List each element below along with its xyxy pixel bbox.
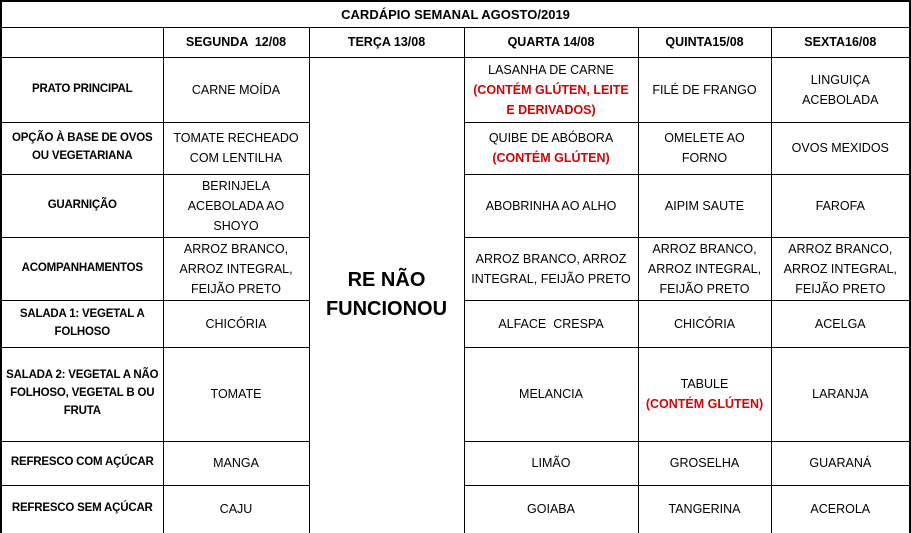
cell-text: QUIBE DE ABÓBORA	[488, 131, 614, 145]
row-label: PRATO PRINCIPAL	[1, 57, 163, 122]
cell-text: CARNE MOÍDA	[191, 82, 281, 97]
menu-cell	[771, 441, 910, 485]
page-title: CARDÁPIO SEMANAL AGOSTO/2019	[1, 1, 910, 27]
cell-text: ARROZ BRANCO, ARROZ INTEGRAL, FEIJÃO PRETO	[647, 241, 765, 296]
cell-text: TOMATE	[210, 387, 262, 401]
menu-cell	[464, 57, 638, 122]
row-label: GUARNIÇÃO	[1, 174, 163, 237]
row-label: REFRESCO SEM AÇÚCAR	[1, 485, 163, 533]
menu-cell	[638, 57, 771, 122]
cell-text: LINGUIÇA ACEBOLADA	[802, 72, 879, 107]
menu-cell	[638, 300, 771, 347]
menu-cell	[638, 347, 771, 441]
menu-cell	[464, 237, 638, 300]
col-header-sexta: SEXTA16/08	[771, 27, 910, 57]
cell-text: CHICÓRIA	[205, 316, 267, 331]
menu-cell	[464, 485, 638, 533]
cell-text: AIPIM SAUTE	[664, 198, 745, 213]
menu-cell	[638, 122, 771, 174]
allergen-warning: (CONTÉM GLÚTEN, LEITE E DERIVADOS)	[473, 82, 633, 117]
cell-text: CHICÓRIA	[673, 316, 736, 331]
cell-text: FILÉ DE FRANGO	[652, 82, 757, 97]
cell-text: GOIABA	[527, 502, 575, 517]
cell-text: LIMÃO	[531, 456, 571, 470]
row-label: OPÇÃO À BASE DE OVOS OU VEGETARIANA	[1, 122, 163, 174]
menu-cell	[163, 441, 309, 485]
menu-cell	[771, 122, 910, 174]
cell-text: TABULE	[680, 377, 729, 391]
notice-text: RE NÃO FUNCIONOU	[325, 269, 448, 321]
menu-cell	[163, 122, 309, 174]
cell-text: OMELETE AO FORNO	[664, 131, 749, 165]
menu-cell	[638, 485, 771, 533]
menu-cell	[464, 122, 638, 174]
menu-cell	[771, 300, 910, 347]
cell-text: ABOBRINHA AO ALHO	[485, 198, 617, 213]
menu-cell	[163, 57, 309, 122]
cell-text: ALFACE CRESPA	[498, 316, 604, 331]
notice-cell-terca	[309, 57, 464, 533]
col-header-segunda: SEGUNDA 12/08	[163, 27, 309, 57]
cell-text: FAROFA	[815, 198, 865, 213]
menu-cell	[163, 237, 309, 300]
cell-text: CAJU	[219, 502, 253, 517]
menu-cell	[771, 57, 910, 122]
menu-cell	[638, 174, 771, 237]
row-label: ACOMPANHAMENTOS	[1, 237, 163, 300]
menu-cell	[771, 347, 910, 441]
col-header-quinta: QUINTA15/08	[638, 27, 771, 57]
corner-header-cell	[1, 27, 163, 57]
menu-cell	[638, 237, 771, 300]
cell-text: ARROZ BRANCO, ARROZ INTEGRAL, FEIJÃO PRETO	[471, 251, 631, 286]
menu-cell	[163, 174, 309, 237]
cell-text: LARANJA	[812, 387, 869, 401]
row-label: SALADA 1: VEGETAL A FOLHOSO	[1, 300, 163, 347]
allergen-warning: (CONTÉM GLÚTEN)	[645, 397, 764, 411]
col-header-terca: TERÇA 13/08	[309, 27, 464, 57]
menu-cell	[771, 485, 910, 533]
cell-text: ACEROLA	[810, 502, 871, 517]
cell-text: ARROZ BRANCO, ARROZ INTEGRAL, FEIJÃO PRETO	[179, 241, 297, 296]
menu-cell	[163, 485, 309, 533]
cell-text: OVOS MEXIDOS	[791, 141, 889, 155]
menu-cell	[464, 441, 638, 485]
menu-cell	[771, 237, 910, 300]
col-header-quarta: QUARTA 14/08	[464, 27, 638, 57]
allergen-warning: (CONTÉM GLÚTEN)	[492, 151, 610, 165]
menu-cell	[464, 347, 638, 441]
cell-text: ARROZ BRANCO, ARROZ INTEGRAL, FEIJÃO PRETO	[783, 241, 901, 296]
cell-text: LASANHA DE CARNE	[488, 62, 614, 77]
menu-cell	[464, 174, 638, 237]
menu-cell	[464, 300, 638, 347]
cell-text: MANGA	[213, 456, 259, 470]
menu-cell	[638, 441, 771, 485]
cell-text: ACELGA	[814, 316, 866, 331]
header-row	[1, 27, 910, 57]
cell-text: TOMATE RECHEADO COM LENTILHA	[173, 131, 303, 165]
table-row-prato-principal	[1, 57, 910, 122]
cell-text: TANGERINA	[668, 502, 741, 517]
row-label: REFRESCO COM AÇÚCAR	[1, 441, 163, 485]
cell-text: MELANCIA	[519, 387, 583, 401]
menu-cell	[771, 174, 910, 237]
cell-text: GROSELHA	[669, 456, 740, 470]
title-row	[1, 1, 910, 27]
cell-text: BERINJELA ACEBOLADA AO SHOYO	[187, 178, 288, 233]
cell-text: GUARANÁ	[809, 456, 872, 470]
row-label: SALADA 2: VEGETAL A NÃO FOLHOSO, VEGETAL B OU FRUTA	[1, 347, 163, 441]
menu-cell	[163, 300, 309, 347]
menu-cell	[163, 347, 309, 441]
